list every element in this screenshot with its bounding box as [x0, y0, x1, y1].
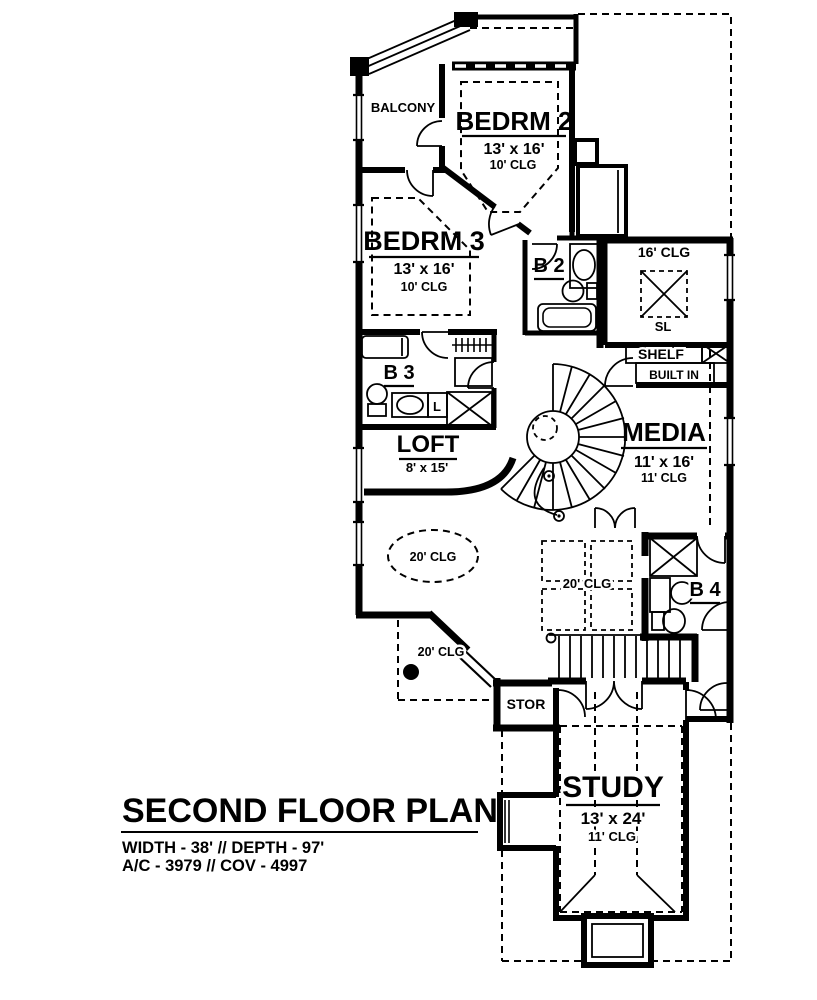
skylight-x	[641, 271, 687, 317]
door-balcony	[417, 121, 442, 146]
built-in-label: BUILT IN	[649, 368, 699, 382]
window	[353, 95, 364, 140]
clg20-squares-label: 20' CLG	[562, 576, 612, 591]
window	[724, 418, 735, 465]
media-dims: 11' x 16'	[633, 454, 695, 471]
title-block	[121, 792, 498, 875]
linen-label: L	[433, 399, 441, 414]
door-hall-right	[702, 602, 730, 630]
bath3-label: B 3	[383, 362, 415, 384]
door-stor	[558, 690, 585, 717]
bedrm3-clg: 10' CLG	[400, 280, 448, 294]
closet-rod	[452, 338, 492, 386]
bedrm2-label: BEDRM 2	[455, 106, 573, 136]
clg20-open-label: 20' CLG	[409, 550, 457, 564]
study-label: STUDY	[562, 771, 664, 804]
shelf-label: SHELF	[638, 346, 684, 362]
bath3-fixtures	[362, 336, 492, 426]
bedrm2-clg: 10' CLG	[489, 158, 537, 172]
bedrm2-dims: 13' x 16'	[483, 141, 545, 158]
column	[403, 664, 419, 680]
window	[724, 255, 735, 300]
bath2-label: B 2	[533, 255, 565, 277]
door-loft-closet	[468, 362, 494, 388]
media-clg: 11' CLG	[640, 471, 688, 485]
door-bath3	[422, 332, 448, 358]
stairs-layer	[501, 364, 694, 678]
study-clg: 11' CLG	[588, 829, 636, 844]
media-label: MEDIA	[622, 417, 706, 447]
window	[353, 522, 364, 565]
study-dims: 13' x 24'	[580, 809, 646, 828]
door-bedrm3	[407, 170, 433, 196]
balcony-label: BALCONY	[370, 100, 436, 115]
window	[353, 448, 364, 502]
loft-label: LOFT	[396, 431, 460, 458]
spiral-stair	[501, 364, 626, 521]
bedrm3-dims: 13' x 16'	[393, 261, 455, 278]
vault-clg-label: 16' CLG	[637, 244, 691, 260]
plan-subtitle-1: WIDTH - 38' // DEPTH - 97'	[122, 839, 325, 857]
door-bath4	[697, 536, 725, 563]
closet-shelves	[447, 392, 492, 426]
door-media-bottom	[595, 508, 635, 528]
clg20-nook-label: 20' CLG	[417, 645, 465, 659]
bath4-label: B 4	[689, 579, 721, 601]
stor-label: STOR	[506, 696, 546, 712]
plan-title: SECOND FLOOR PLAN	[122, 792, 498, 830]
bedrm3-label: BEDRM 3	[363, 226, 485, 256]
skylight-label: SL	[654, 319, 672, 334]
plan-subtitle-2: A/C - 3979 // COV - 4997	[122, 857, 308, 875]
loft-dims: 8' x 15'	[405, 460, 449, 475]
door-bedrm2	[489, 206, 519, 235]
